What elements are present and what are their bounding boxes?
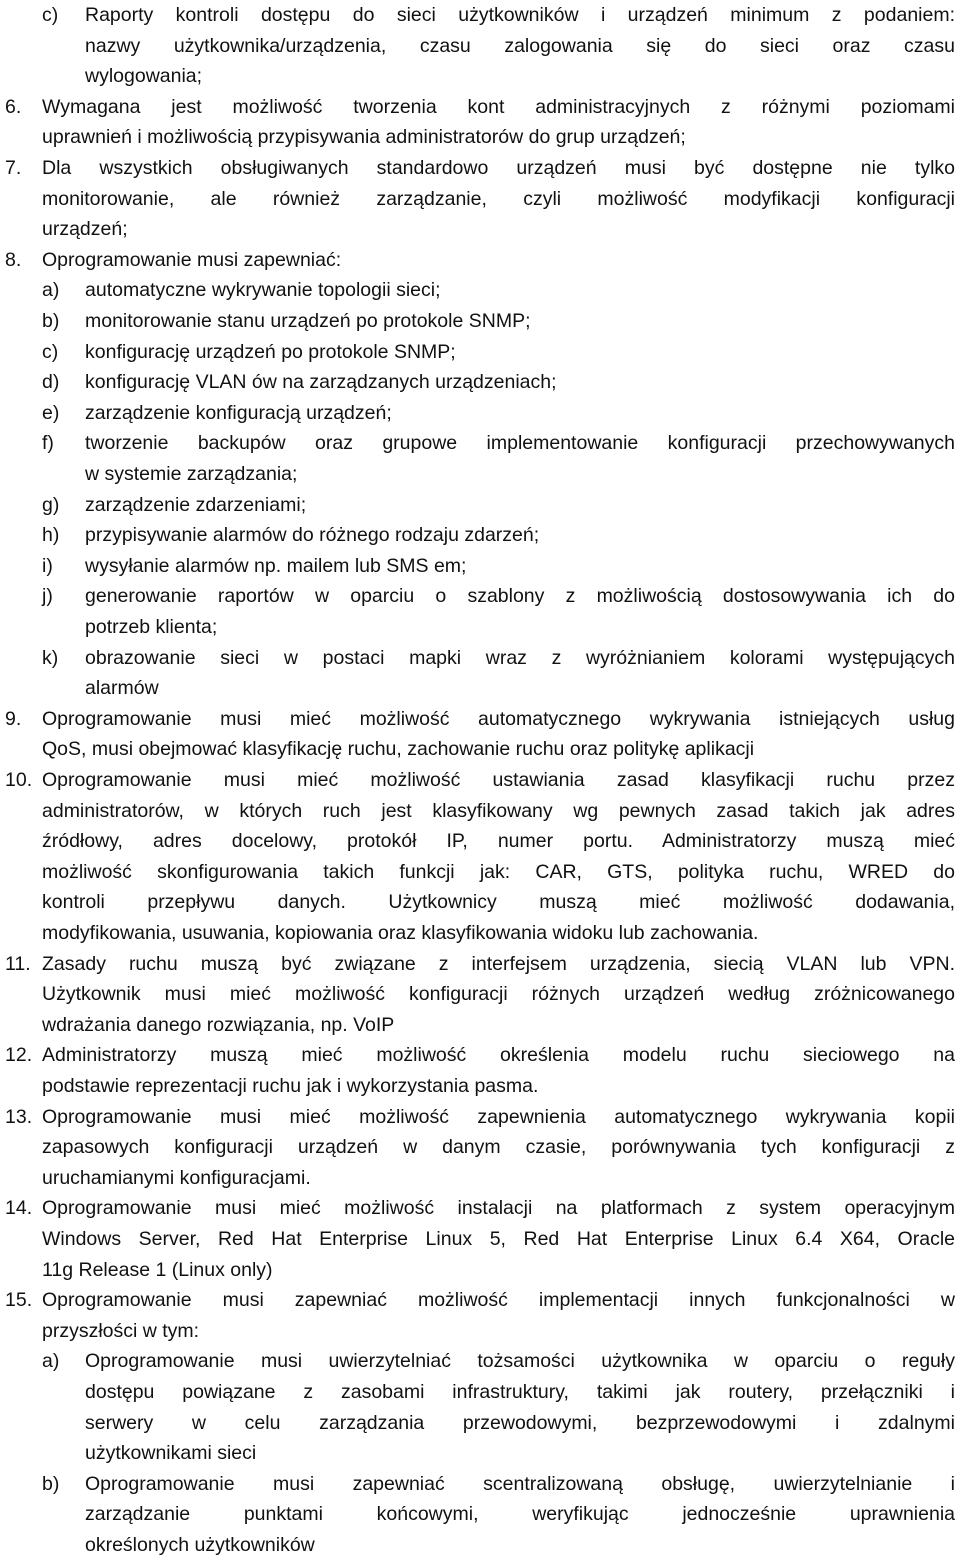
- text-line: urządzeń;: [42, 218, 128, 241]
- text-line: monitorowanie, ale również zarządzanie, czyli możliwość modyfikacji konfiguracji: [42, 187, 955, 210]
- text-line: serwery w celu zarządzania przewodowymi, bezprzewodowymi i zdalnymi: [85, 1411, 955, 1434]
- text-line: Oprogramowanie musi mieć możliwość zapewnienia automatycznego wykrywania kopii: [42, 1105, 955, 1128]
- text-line: tworzenie backupów oraz grupowe implementowanie konfiguracji przechowywanych: [85, 432, 955, 455]
- text-line: konfigurację urządzeń po protokole SNMP;: [85, 340, 456, 363]
- text-line: wylogowania;: [85, 65, 203, 88]
- text-line: Oprogramowanie musi mieć możliwość ustawiania zasad klasyfikacji ruchu przez: [42, 769, 955, 791]
- text-line: Zasady ruchu muszą być związane z interfejsem urządzenia, siecią VLAN lub VPN.: [42, 952, 955, 975]
- text-line: potrzeb klienta;: [85, 616, 218, 638]
- list-marker: 11.: [5, 952, 31, 975]
- text-line: możliwość skonfigurowania takich funkcji jak: CAR, GTS, polityka ruchu, WRED do: [42, 860, 955, 883]
- text-line: użytkownikami sieci: [85, 1442, 257, 1465]
- list-marker: h): [42, 524, 60, 547]
- text-line: alarmów: [85, 677, 159, 700]
- list-marker: 9.: [5, 707, 22, 730]
- text-line: określonych użytkowników: [85, 1534, 315, 1556]
- text-line: automatyczne wykrywanie topologii sieci;: [85, 279, 441, 302]
- list-marker: g): [42, 493, 60, 516]
- text-line: monitorowanie stanu urządzeń po protokole SNMP;: [85, 310, 531, 332]
- text-line: modyfikowania, usuwania, kopiowania oraz klasyfikowania widoku lub zachowania.: [42, 922, 759, 944]
- text-line: źródłowy, adres docelowy, protokół IP, numer portu. Administratorzy muszą mieć: [42, 830, 955, 853]
- text-line: uruchamianymi konfiguracjami.: [42, 1166, 311, 1189]
- list-marker: 15.: [5, 1289, 33, 1312]
- list-marker: k): [42, 646, 59, 669]
- text-line: Oprogramowanie musi mieć możliwość instalacji na platformach z system operacyjnym: [42, 1197, 955, 1220]
- text-line: generowanie raportów w oparciu o szablony z możliwością dostosowywania ich do: [85, 585, 955, 608]
- list-marker: e): [42, 401, 60, 424]
- text-line: zarządzenie konfiguracją urządzeń;: [85, 401, 392, 424]
- text-line: konfigurację VLAN ów na zarządzanych urządzeniach;: [85, 371, 557, 394]
- text-line: administratorów, w których ruch jest klasyfikowany wg pewnych zasad takich jak adres: [42, 799, 955, 822]
- list-marker: 6.: [5, 95, 22, 118]
- list-marker: 14.: [5, 1197, 33, 1220]
- list-marker: b): [42, 1472, 60, 1495]
- list-marker: c): [42, 4, 59, 26]
- list-marker: i): [42, 554, 53, 577]
- text-line: nazwy użytkownika/urządzenia, czasu zalogowania się do sieci oraz czasu: [85, 34, 955, 57]
- list-marker: f): [42, 432, 54, 455]
- list-marker: a): [42, 279, 60, 302]
- text-line: dostępu powiązane z zasobami infrastruktury, takimi jak routery, przełączniki i: [85, 1381, 955, 1403]
- text-line: zarządzanie punktami końcowymi, weryfikując jednocześnie uprawnienia: [85, 1503, 955, 1526]
- list-marker: 10.: [5, 769, 33, 791]
- list-marker: b): [42, 310, 60, 332]
- text-line: przyszłości w tym:: [42, 1319, 200, 1342]
- text-line: uprawnień i możliwością przypisywania administratorów do grup urządzeń;: [42, 126, 686, 149]
- list-marker: a): [42, 1350, 60, 1373]
- text-line: QoS, musi obejmować klasyfikację ruchu, zachowanie ruchu oraz politykę aplikacji: [42, 738, 755, 761]
- list-marker: 8.: [5, 248, 22, 271]
- text-line: Oprogramowanie musi mieć możliwość automatycznego wykrywania istniejących usług: [42, 707, 955, 730]
- list-marker: d): [42, 371, 60, 394]
- text-line: Oprogramowanie musi uwierzytelniać tożsamości użytkownika w oparciu o reguły: [85, 1350, 955, 1373]
- text-line: obrazowanie sieci w postaci mapki wraz z wyróżnianiem kolorami występujących: [85, 646, 955, 669]
- list-marker: c): [42, 340, 59, 363]
- text-line: podstawie reprezentacji ruchu jak i wykorzystania pasma.: [42, 1075, 539, 1097]
- text-line: Oprogramowanie musi zapewniać scentralizowaną obsługę, uwierzytelnianie i: [85, 1472, 955, 1495]
- text-line: Oprogramowanie musi zapewniać możliwość implementacji innych funkcjonalności w: [42, 1289, 955, 1312]
- text-line: Użytkownik musi mieć możliwość konfiguracji różnych urządzeń według zróżnicowanego: [42, 983, 955, 1006]
- list-marker: j): [42, 585, 53, 608]
- text-line: wysyłanie alarmów np. mailem lub SMS em;: [85, 554, 467, 577]
- list-marker: 12.: [5, 1044, 33, 1067]
- text-line: przypisywanie alarmów do różnego rodzaju zdarzeń;: [85, 524, 540, 547]
- text-line: zapasowych konfiguracji urządzeń w danym czasie, porównywania tych konfiguracji z: [42, 1136, 955, 1159]
- text-line: Wymagana jest możliwość tworzenia kont administracyjnych z różnymi poziomami: [42, 95, 955, 118]
- list-marker: 13.: [5, 1105, 33, 1128]
- text-line: Raporty kontroli dostępu do sieci użytkowników i urządzeń minimum z podaniem:: [85, 4, 955, 26]
- text-line: Oprogramowanie musi zapewniać:: [42, 248, 342, 271]
- text-line: zarządzenie zdarzeniami;: [85, 493, 307, 516]
- text-line: kontroli przepływu danych. Użytkownicy muszą mieć możliwość dodawania,: [42, 891, 955, 914]
- text-line: Administratorzy muszą mieć możliwość określenia modelu ruchu sieciowego na: [42, 1044, 955, 1067]
- text-line: 11g Release 1 (Linux only): [42, 1258, 273, 1281]
- text-line: Dla wszystkich obsługiwanych standardowo urządzeń musi być dostępne nie tylko: [42, 157, 955, 179]
- list-marker: 7.: [5, 157, 22, 179]
- text-line: wdrażania danego rozwiązania, np. VoIP: [42, 1013, 395, 1036]
- text-line: Windows Server, Red Hat Enterprise Linux 5, Red Hat Enterprise Linux 6.4 X64, Oracle: [42, 1228, 955, 1250]
- text-line: w systemie zarządzania;: [85, 463, 298, 485]
